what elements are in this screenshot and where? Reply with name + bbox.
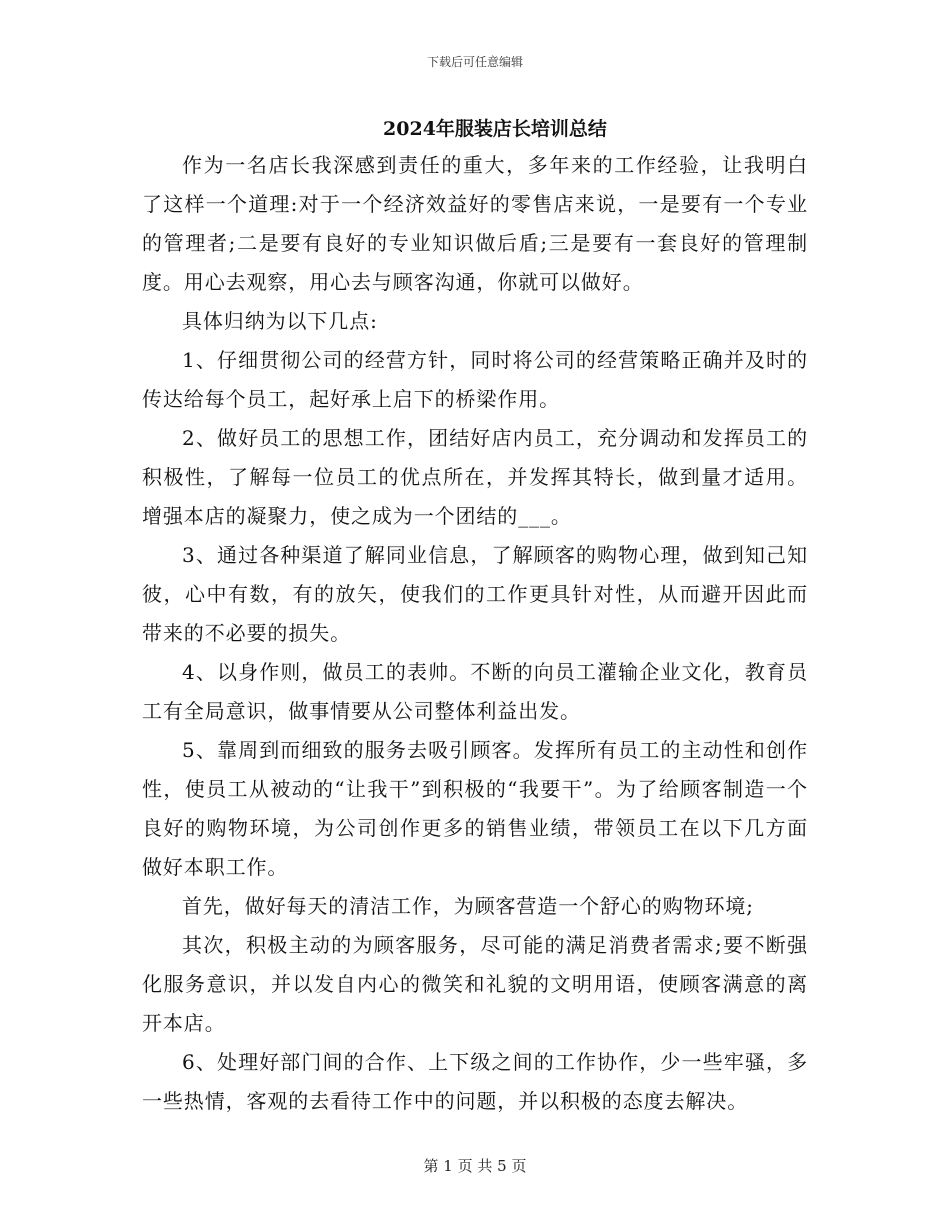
- header-note: 下载后可任意编辑: [426, 55, 523, 69]
- document-body: [142, 146, 808, 1121]
- paragraph-point-2: 2、做好员工的思想工作，团结好店内员工，充分调动和发挥员工的积极性，了解每一位员工的优点所在，并发挥其特长，做到量才适用。增强本店的凝聚力，使之成为一个团结的___。: [142, 426, 808, 528]
- paragraph-summary-lead: 具体归纳为以下几点:: [182, 309, 378, 333]
- paragraph-point-1: 1、仔细贯彻公司的经营方针，同时将公司的经营策略正确并及时的传达给每个员工，起好承上启下的桥梁作用。: [142, 348, 808, 411]
- paragraph-first: 首先，做好每天的清洁工作，为顾客营造一个舒心的购物环境;: [182, 894, 754, 918]
- paragraph-point-4: 4、以身作则，做员工的表帅。不断的向员工灌输企业文化，教育员工有全局意识，做事情要从公司整体利益出发。: [142, 660, 808, 723]
- page-footer: 第 1 页 共 5 页: [423, 1157, 527, 1175]
- document-title: 2024年服装店长培训总结: [383, 118, 607, 140]
- paragraph-point-6: 6、处理好部门间的合作、上下级之间的工作协作，少一些牢骚，多一些热情，客观的去看待工作中的问题，并以积极的态度去解决。: [142, 1050, 808, 1113]
- paragraph-intro: 作为一名店长我深感到责任的重大，多年来的工作经验，让我明白了这样一个道理:对于一个经济效益好的零售店来说，一是要有一个专业的管理者;二是要有良好的专业知识做后盾;三是要有一套良好的管理制度。用心去观察，用心去与顾客沟通，你就可以做好。: [142, 153, 808, 294]
- paragraph-second: 其次，积极主动的为顾客服务，尽可能的满足消费者需求;要不断强化服务意识，并以发自内心的微笑和礼貌的文明用语，使顾客满意的离开本店。: [142, 933, 808, 1035]
- paragraph-point-3: 3、通过各种渠道了解同业信息，了解顾客的购物心理，做到知己知彼，心中有数，有的放矢，使我们的工作更具针对性，从而避开因此而带来的不必要的损失。: [142, 543, 808, 645]
- paragraph-point-5: 5、靠周到而细致的服务去吸引顾客。发挥所有员工的主动性和创作性，使员工从被动的“让我干”到积极的“我要干”。为了给顾客制造一个良好的购物环境，为公司创作更多的销售业绩，带领员工在以下几方面做好本职工作。: [142, 738, 808, 879]
